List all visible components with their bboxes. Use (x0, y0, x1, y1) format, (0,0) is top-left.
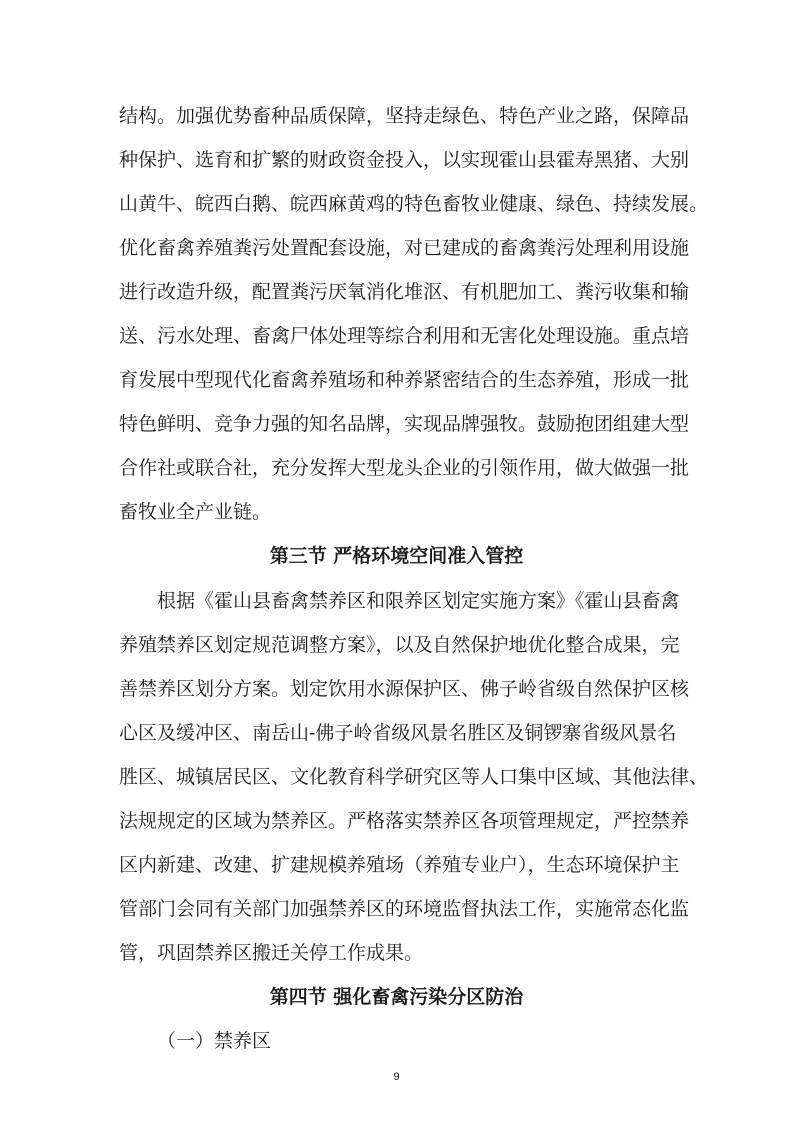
paragraph-line: 善禁养区划分方案。划定饮用水源保护区、佛子岭省级自然保护区核 (119, 678, 690, 700)
paragraph-line: 胜区、城镇居民区、文化教育科学研究区等人口集中区域、其他法律、 (119, 766, 709, 788)
section-heading: 第三节 严格环境空间准入管控 (269, 545, 524, 567)
paragraph-line: 优化畜禽养殖粪污处置配套设施，对已建成的畜禽粪污处理利用设施 (119, 237, 690, 259)
paragraph-line: 根据《霍山县畜禽禁养区和限养区划定实施方案》《霍山县畜禽 (157, 590, 680, 612)
paragraph-line: 管部门会同有关部门加强禁养区的环境监督执法工作，实施常态化监 (119, 898, 690, 920)
paragraph-line: 进行改造升级，配置粪污厌氧消化堆沤、有机肥加工、粪污收集和输 (119, 281, 690, 303)
paragraph-line: 送、污水处理、畜禽尸体处理等综合利用和无害化处理设施。重点培 (119, 325, 690, 347)
paragraph-line: 山黄牛、皖西白鹅、皖西麻黄鸡的特色畜牧业健康、绿色、持续发展。 (119, 193, 709, 215)
paragraph-line: 法规规定的区域为禁养区。严格落实禁养区各项管理规定，严控禁养 (119, 810, 690, 832)
section-heading: 第四节 强化畜禽污染分区防治 (269, 986, 524, 1008)
paragraph-line: 养殖禁养区划定规范调整方案》，以及自然保护地优化整合成果，完 (119, 634, 680, 656)
paragraph-line: 合作社或联合社，充分发挥大型龙头企业的引领作用，做大做强一批 (119, 457, 690, 479)
paragraph-line: 结构。加强优势畜种品质保障，坚持走绿色、特色产业之路，保障品 (119, 105, 690, 127)
page-number: 9 (393, 1071, 400, 1083)
paragraph-line: 区内新建、改建、扩建规模养殖场（养殖专业户），生态环境保护主 (119, 854, 680, 876)
paragraph-line: 种保护、选育和扩繁的财政资金投入，以实现霍山县霍寿黑猪、大别 (119, 149, 690, 171)
paragraph-line: 育发展中型现代化畜禽养殖场和种养紧密结合的生态养殖，形成一批 (119, 369, 690, 391)
paragraph-line: 心区及缓冲区、南岳山-佛子岭省级风景名胜区及铜锣寨省级风景名 (119, 722, 677, 744)
paragraph-line: 管，巩固禁养区搬迁关停工作成果。 (119, 942, 424, 964)
paragraph-line: 畜牧业全产业链。 (119, 501, 272, 523)
paragraph-line: 特色鲜明、竞争力强的知名品牌，实现品牌强牧。鼓励抱团组建大型 (119, 413, 690, 435)
subheading: （一）禁养区 (157, 1030, 272, 1052)
